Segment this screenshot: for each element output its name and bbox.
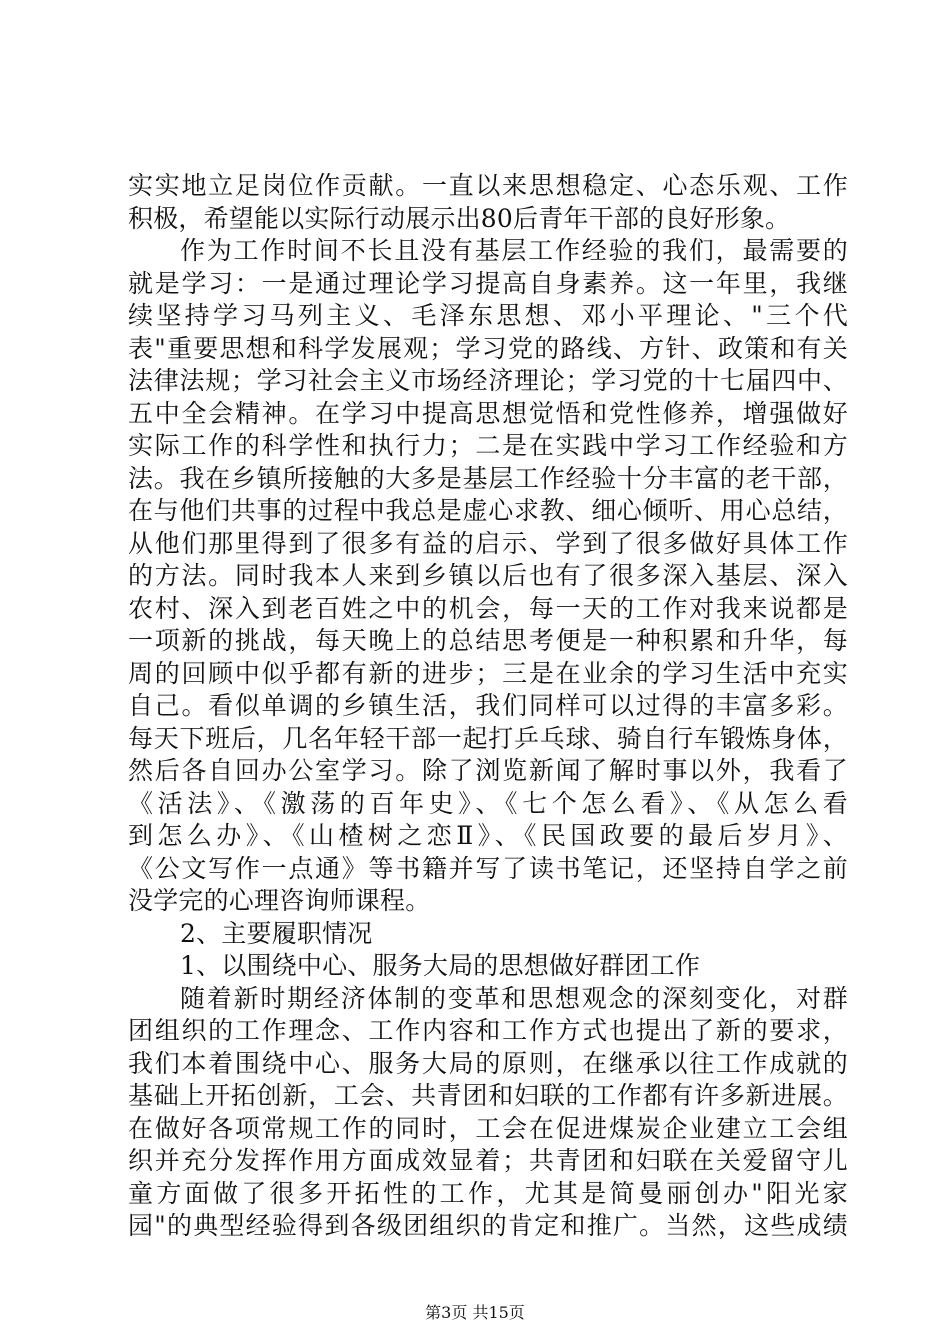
- text-line: 团组织的工作理念、工作内容和工作方式也提出了新的要求，: [128, 1016, 848, 1045]
- text-line: 法。我在乡镇所接触的大多是基层工作经验十分丰富的老干部，: [128, 463, 848, 493]
- text-line: 实实地立足岗位作贡献。一直以来思想稳定、心态乐观、工作: [128, 171, 848, 200]
- text-line: 在做好各项常规工作的同时，工会在促进煤炭企业建立工会组: [128, 1113, 848, 1143]
- text-line: 每天下班后，几名年轻干部一起打乒乓球、骑自行车锻炼身体，: [128, 723, 848, 753]
- text-line: 我们本着围绕中心、服务大局的原则，在继承以往工作成就的: [128, 1048, 848, 1078]
- text-line: 积极，希望能以实际行动展示出80后青年干部的良好形象。: [128, 203, 791, 233]
- text-line: 《公文写作一点通》等书籍并写了读书笔记，还坚持自学之前: [128, 853, 848, 883]
- text-line: 《活法》、《激荡的百年史》、《七个怎么看》、《从怎么看: [128, 788, 848, 818]
- text-line: 就是学习：一是通过理论学习提高自身素养。这一年里，我继: [128, 268, 848, 298]
- text-line: 法律法规；学习社会主义市场经济理论；学习党的十七届四中、: [128, 366, 848, 395]
- text-line: 随着新时期经济体制的变革和思想观念的深刻变化，对群: [180, 983, 848, 1013]
- text-line: 表"重要思想和科学发展观；学习党的路线、方针、政策和有关: [128, 333, 848, 363]
- page-footer: 第3页 共15页: [425, 1303, 525, 1322]
- text-line: 织并充分发挥作用方面成效显着；共青团和妇联在关爱留守儿: [128, 1146, 848, 1175]
- text-line: 农村、深入到老百姓之中的机会，每一天的工作对我来说都是: [128, 593, 848, 623]
- text-line: 续坚持学习马列主义、毛泽东思想、邓小平理论、"三个代: [128, 301, 848, 330]
- text-line: 作为工作时间不长且没有基层工作经验的我们，最需要的: [180, 236, 848, 265]
- text-line: 五中全会精神。在学习中提高思想觉悟和党性修养，增强做好: [128, 398, 848, 428]
- text-line: 自己。看似单调的乡镇生活，我们同样可以过得的丰富多彩。: [128, 691, 848, 720]
- text-line: 周的回顾中似乎都有新的进步；三是在业余的学习生活中充实: [128, 658, 848, 688]
- text-line: 一项新的挑战，每天晚上的总结思考便是一种积累和升华，每: [128, 626, 848, 655]
- text-line: 实际工作的科学性和执行力；二是在实践中学习工作经验和方: [128, 431, 848, 460]
- text-line: 然后各自回办公室学习。除了浏览新闻了解时事以外，我看了: [128, 756, 848, 785]
- text-line: 的方法。同时我本人来到乡镇以后也有了很多深入基层、深入: [128, 561, 848, 590]
- text-line: 到怎么办》、《山楂树之恋Ⅱ》、《民国政要的最后岁月》、: [128, 821, 848, 850]
- document-body: [128, 170, 848, 1243]
- text-line: 园"的典型经验得到各级团组织的肯定和推广。当然，这些成绩: [128, 1211, 848, 1240]
- text-line: 基础上开拓创新，工会、共青团和妇联的工作都有许多新进展。: [128, 1081, 848, 1110]
- text-line: 1、以围绕中心、服务大局的思想做好群团工作: [180, 951, 701, 980]
- text-line: 没学完的心理咨询师课程。: [128, 886, 431, 915]
- text-line: 在与他们共事的过程中我总是虚心求教、细心倾听、用心总结，: [128, 496, 848, 525]
- text-line: 2、主要履职情况: [180, 918, 373, 948]
- text-line: 从他们那里得到了很多有益的启示、学到了很多做好具体工作: [128, 528, 848, 558]
- text-line: 童方面做了很多开拓性的工作，尤其是简曼丽创办"阳光家: [128, 1178, 848, 1208]
